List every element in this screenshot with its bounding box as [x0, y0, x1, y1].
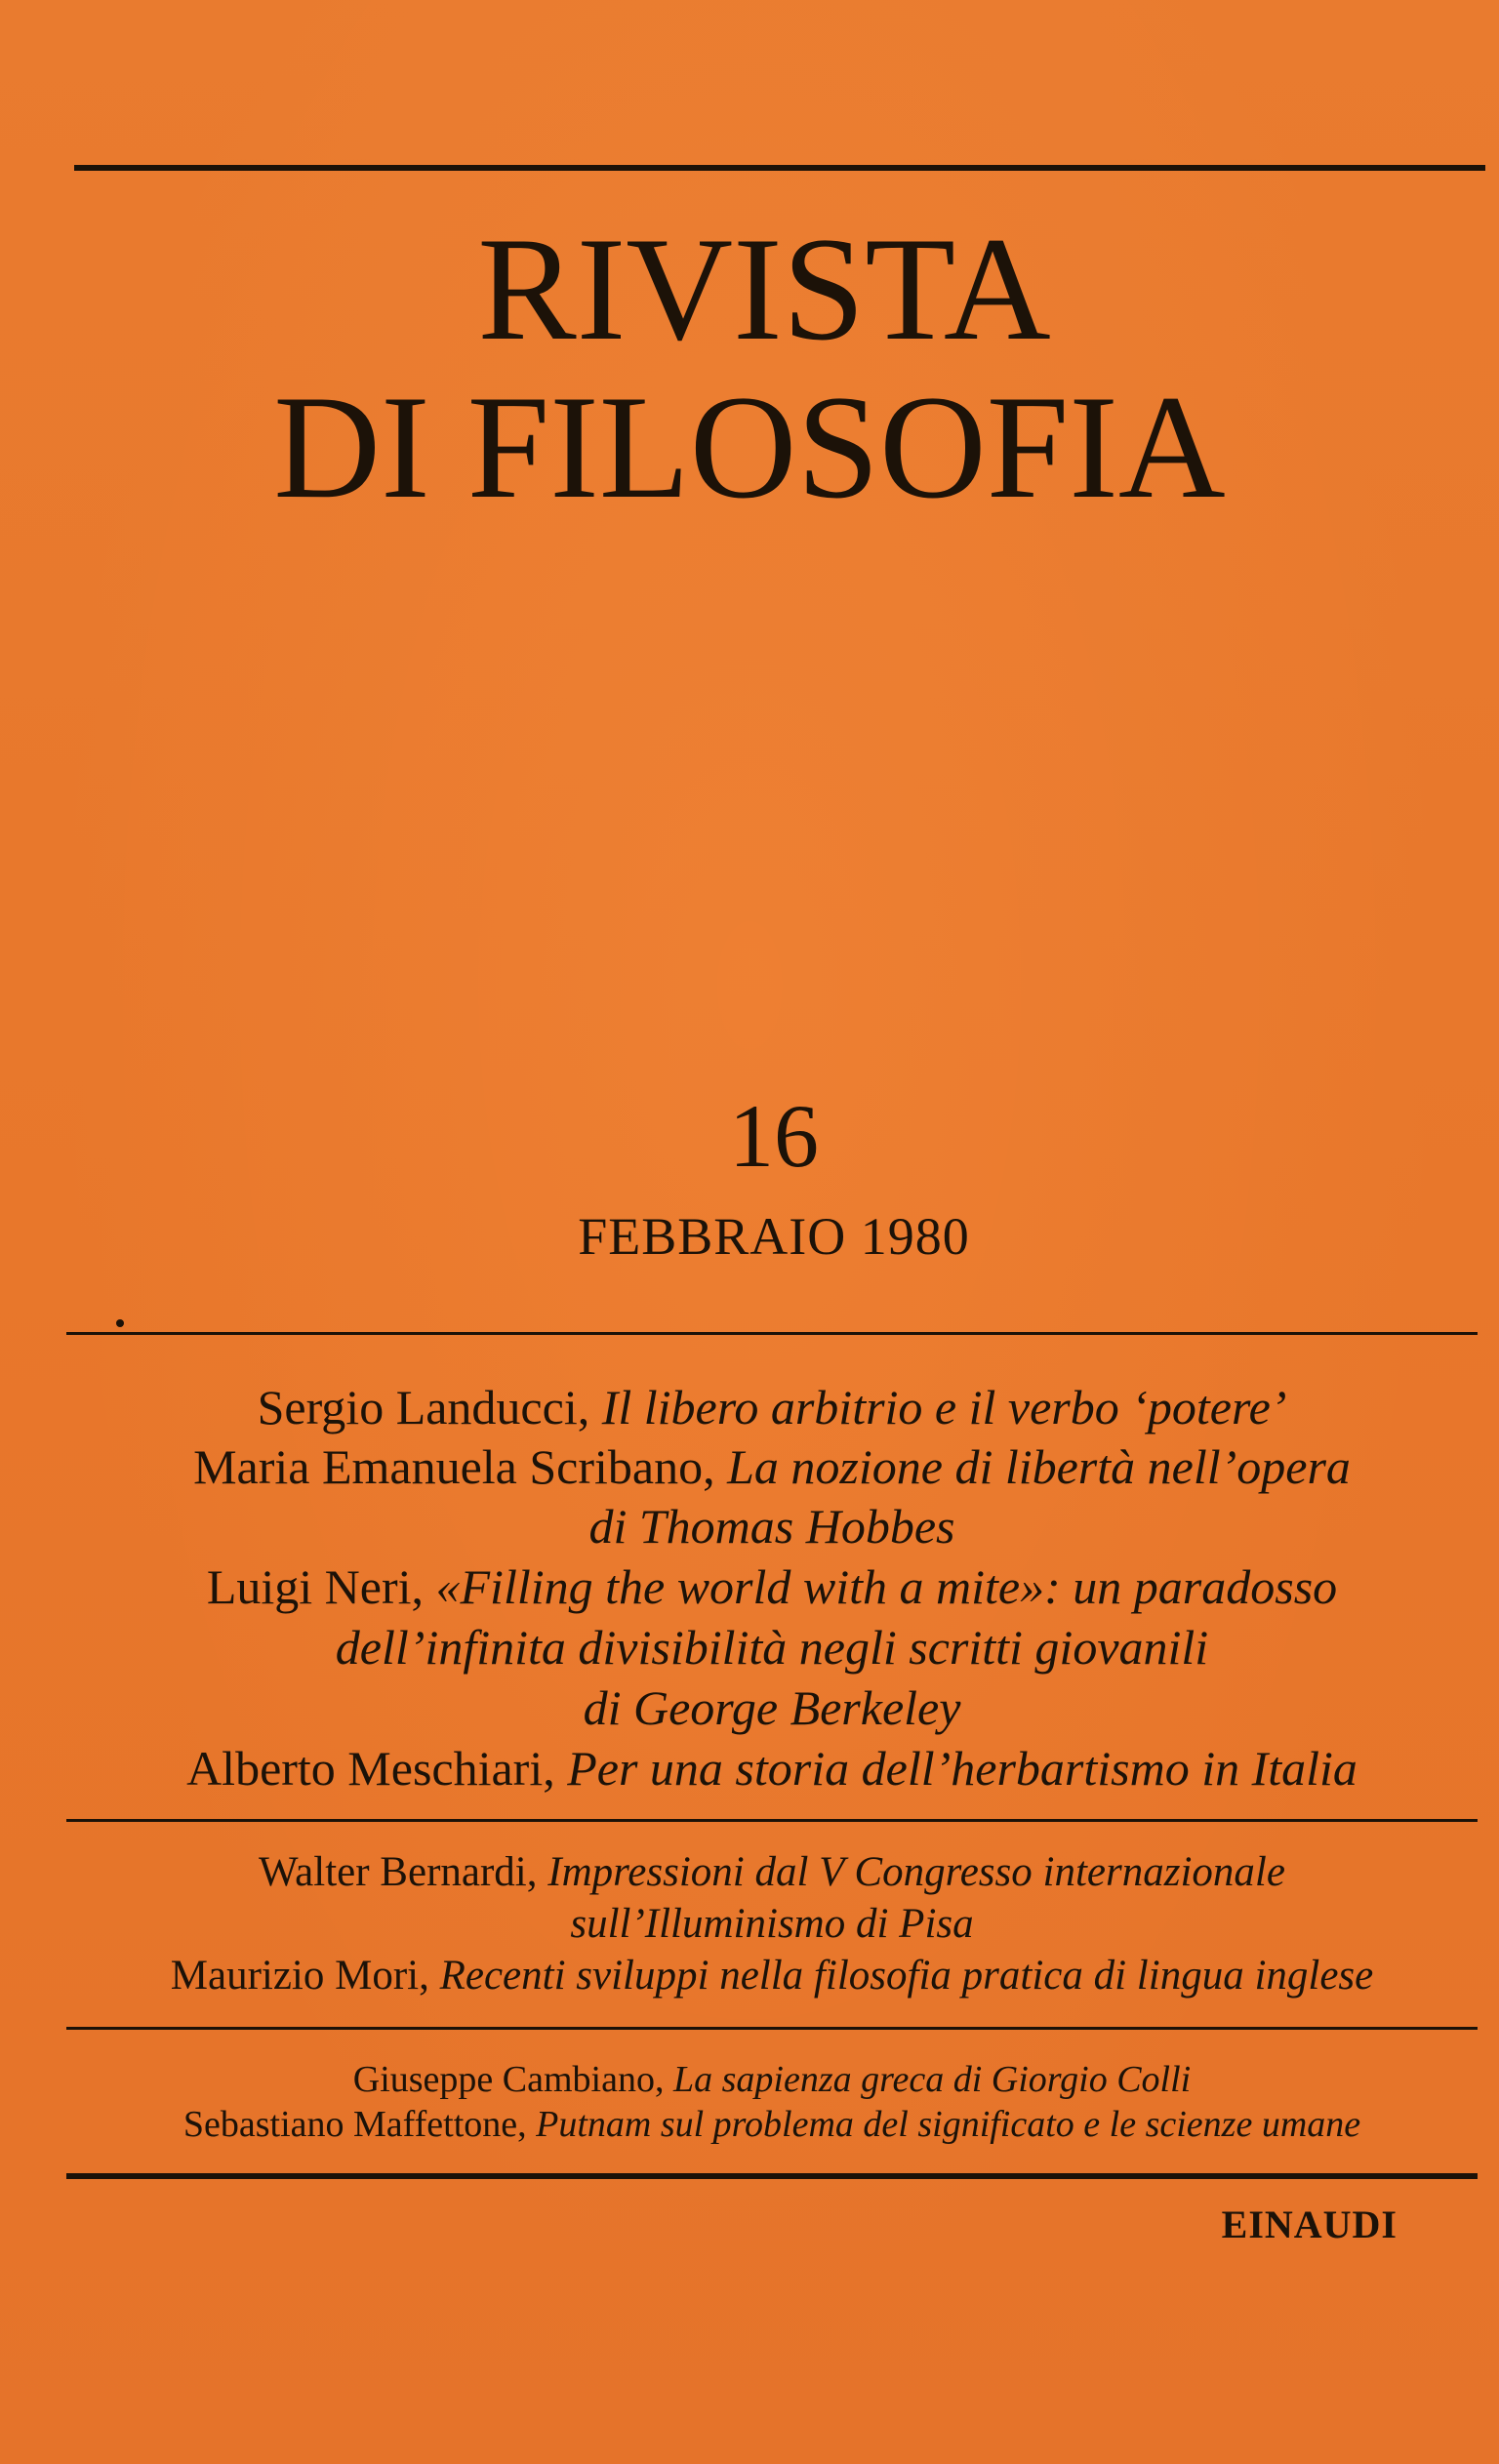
publisher-name: EINAUDI [1221, 2202, 1398, 2246]
note-author: Walter Bernardi, [259, 1849, 548, 1895]
article-title: La nozione di libertà nell’opera [727, 1439, 1351, 1494]
review-title: La sapienza greca di Giorgio Colli [672, 2059, 1192, 2100]
article-title-continuation: di Thomas Hobbes [588, 1499, 955, 1554]
article-author: Sergio Landucci, [257, 1380, 602, 1434]
article-title: Per una storia dell’herbartismo in Italia [567, 1741, 1357, 1796]
review-author: Sebastiano Maffettone, [182, 2104, 537, 2145]
review-title: Putnam sul problema del significato e le scienze umane [536, 2104, 1361, 2145]
print-speck [116, 1319, 124, 1327]
note-title: Recenti sviluppi nella filosofia pratica di lingua inglese [439, 1953, 1374, 1999]
article-title: «Filling the world with a mite»: un paradosso [435, 1559, 1338, 1614]
note-entry [66, 1951, 1478, 2001]
note-title: Impressioni dal V Congresso internazionale [547, 1849, 1285, 1895]
article-author: Alberto Meschiari, [186, 1741, 568, 1796]
article-title-continuation: dell’infinita divisibilità negli scritti giovanili [335, 1620, 1209, 1675]
article-author: Luigi Neri, [206, 1559, 436, 1614]
issue-number: 16 [729, 1086, 819, 1186]
contents-rule-2 [66, 1819, 1478, 1822]
article-author: Maria Emanuela Scribano, [193, 1439, 728, 1494]
review-entry [66, 2102, 1478, 2147]
article-title: Il libero arbitrio e il verbo ‘potere’ [601, 1380, 1287, 1434]
bottom-rule [66, 2173, 1478, 2179]
note-entry [66, 1847, 1478, 1898]
journal-title-line-2: DI FILOSOFIA [273, 365, 1226, 529]
contents-rule-3 [66, 2027, 1478, 2030]
article-entry [66, 1739, 1478, 1798]
review-entry [66, 2057, 1478, 2102]
review-author: Giuseppe Cambiano, [352, 2059, 673, 2100]
issue-date: FEBBRAIO 1980 [578, 1207, 970, 1266]
note-title-continuation: sull’Illuminismo di Pisa [570, 1901, 974, 1947]
article-entry [66, 1378, 1478, 1436]
article-entry [66, 1437, 1478, 1496]
note-author: Maurizio Mori, [170, 1953, 440, 1999]
journal-title-line-1: RIVISTA [477, 207, 1051, 371]
contents-rule-1 [66, 1332, 1478, 1335]
article-entry [66, 1557, 1478, 1616]
top-rule [74, 165, 1485, 171]
article-title-continuation: di George Berkeley [583, 1680, 961, 1735]
